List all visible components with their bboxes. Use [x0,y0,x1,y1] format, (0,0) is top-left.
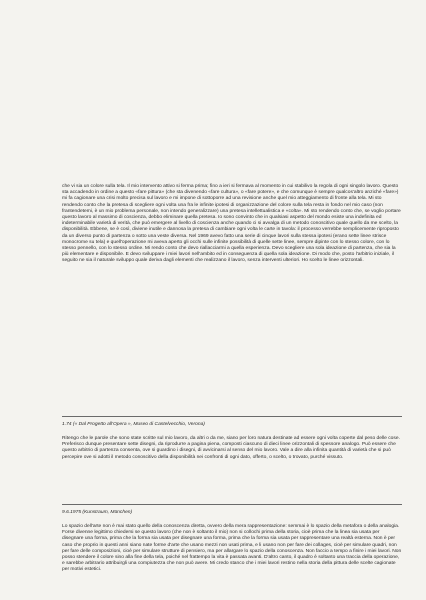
section-3-caption: 9.6.1975 (Kunstraum, München) [62,510,133,515]
section-2-text: Ritengo che le parole che sono state scritte sul mio lavoro, da altri o da me, siano per loro natura destinate ad essere ogni volta coperte dal peso delle cose. Preferisco dunque presentare sette disegni, da riprodurre a pagina piena, composti ciascuno di dieci linee orizzontali di spessore analogo. Può essere che questo arbitrio di partenza consenta, ove si guardino i disegni, di avvicinarsi al senso del mio lavoro. Vale a dire alla infinita quantità di varietà che si può percepire ove si adotti il metodo conoscitivo della disponibilità nei confronti di ogni dato, offerto, o scelto, o trovato, purché vissuto. [62,436,400,460]
section-divider-1 [62,416,402,417]
essay-section-2 [62,436,402,461]
section-2-caption-block [62,422,402,428]
section-divider-2 [62,504,402,505]
section-3-caption-block [62,510,402,516]
section-1-text: che vi sia un colore sulla tela. Il mio intervento attivo si ferma prima; fino a ieri si fermava al momento in cui stabilivo la regola di ogni singolo lavoro. Questo sta accadendo in ordine a questo «fare pittura» (che sta divenendo «fare cultura», o «fare potere», e che comunque è sempre qualcos'altro anziché «fare») mi fa cagionare una crisi molto precisa sul lavoro e mi impone di sottoporre ad una revisione anche quel mio atteggiamento di fronte alla tela. Mi sto rendendo conto che la pretesa di scegliere ogni volta una fra le infinite ipotesi di organizzazione del colore sulla tela resta in fondo nel mio caso (non frantendetemi, è un mio problema personale, non intendo generalizzare) una pretesa intellettualistica e «colta». Mi sto rendendo conto che, se voglio portare questo lavoro al massimo di coscienza, debbo eliminare quella pretesa. Io sono convinto che in qualsiasi aspetto del mondo esiste una indefinita ed indeterminabile varietà di verità, che può emergere al livello di coscienza anche quando ci si avvalga di un metodo conoscitivo quale quello da me scelto, la disponibilità. Ebbene, se è così, diviene inutile e dannosa la pretesa di cambiare ogni volta le carte in tavola: il processo verrebbe semplicemente riproposto da un diverso punto di partenza o sotto una veste diversa. Nel 1969 avevo fatto una serie di cinque lavori sulla stessa ipotesi (erano sette linee strisce monocrome su tela) e quell'operazione mi aveva aperto gli occhi sulle infinite possibilità di quelle sette linee, sempre dipinte con lo stesso colore, con lo stesso pennello, con lo stesso ordine. Mi rendo conto che devo riallacciarmi a quella esperienza. Devo scegliere una sola ideazione di partenza, che sia la più elementare e disponibile. E devo sviluppare i miei lavori nell'ambito ed in conseguenza di quella sola ideazione. Di modo che, posto l'arbitrio iniziale, il seguito ne sia il naturale sviluppo quale deriva dagli elementi che realizzano il lavoro, senza interventi ulteriori. Ho scelto le linee orizzontali. [62,184,401,264]
section-2-caption: 1.74 (« Dal Progetto all'Opera », Museo di Castelvecchio, Verona) [62,422,205,427]
essay-section-1 [62,184,402,265]
section-3-text: Lo spazio dell'arte non è mai stato quello della conoscenza diretta, ovvero della mera rappresentazione: semmai è lo spazio della metafora o della analogia. Forse divenne legittimo chiedersi se questo lavoro (che non è soltanto il mio) non si collochi prima della storia, cioè prima che la linea sia usata per disegnare una forma, prima che la forma sia usata per disegnare una forma, prima che la forma sia usata per rappresentare una realtà esterna. Non è per caso che proprio in questi anni siano nate forme d'arte che usano mezzi non usati prima, e li usano non per fare dei collages, cioè per simulare quadri, non per fare delle composizioni, cioè per simulare strutture di pensiero, ma per allargare lo spazio della conoscenza. Non faccio a tempo a finire i miei lavori. Non posso stendere il colore sino alla fine della tela, poiché nel frattempo la vita è passata avanti. D'altro canto, il quadro è soltanto una traccia della operazione, e sarebbe arbitrario attribuirgli una compiutezza che non può avere. Mi credo stanco che i miei lavori restino nella storia della pittura delle scelte cagionate per motivi estetici. [62,524,402,573]
essay-section-3 [62,524,402,574]
